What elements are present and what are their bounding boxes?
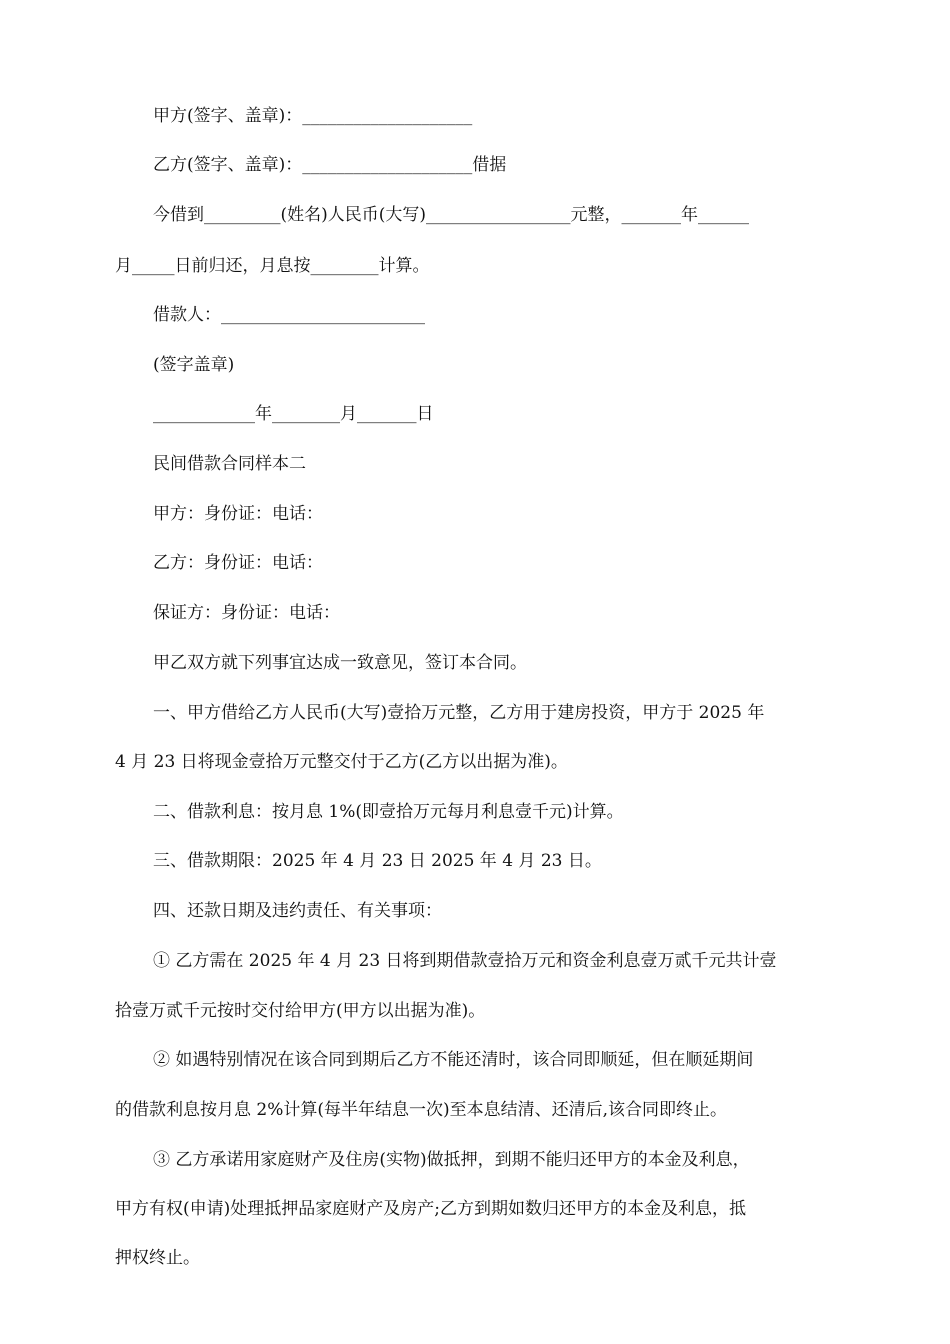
clause-4-item-2-line-2: 的借款利息按月息 2%计算(每半年结息一次)至本息结清、还清后,该合同即终止。 [115, 1100, 728, 1120]
date-line: ____________年________月_______日 [153, 404, 434, 424]
clause-4-item-3-line-3: 押权终止。 [115, 1248, 200, 1268]
clause-4-item-3-line-2: 甲方有权(申请)处理抵押品家庭财产及房产;乙方到期如数归还甲方的本金及利息，抵 [115, 1199, 746, 1219]
clause-1-line-1: 一、甲方借给乙方人民币(大写)壹拾万元整，乙方用于建房投资，甲方于 2025 年 [153, 703, 765, 723]
party-a-info: 甲方：身份证：电话： [153, 504, 323, 524]
loan-note-line-2: 月_____日前归还，月息按________计算。 [115, 256, 430, 276]
clause-4-item-1-line-1: ① 乙方需在 2025 年 4 月 23 日将到期借款壹拾万元和资金利息壹万贰千元共计壹 [153, 951, 777, 971]
party-a-signature-line: 甲方(签字、盖章)：____________________ [153, 106, 473, 126]
clause-1-line-2: 4 月 23 日将现金壹拾万元整交付于乙方(乙方以出据为准)。 [115, 752, 568, 772]
guarantor-info: 保证方：身份证：电话： [153, 603, 340, 623]
party-b-info: 乙方：身份证：电话： [153, 553, 323, 573]
clause-4-item-1-line-2: 拾壹万贰千元按时交付给甲方(甲方以出据为准)。 [115, 1001, 486, 1021]
clause-4-heading: 四、还款日期及违约责任、有关事项： [153, 901, 442, 921]
loan-note-line-1: 今借到_________(姓名)人民币(大写)_________________元整，_______年______ [153, 205, 750, 225]
clause-2: 二、借款利息：按月息 1%(即壹拾万元每月利息壹千元)计算。 [153, 802, 624, 822]
clause-3: 三、借款期限：2025 年 4 月 23 日 2025 年 4 月 23 日。 [153, 851, 602, 871]
clause-4-item-2-line-1: ② 如遇特别情况在该合同到期后乙方不能还清时，该合同即顺延，但在顺延期间 [153, 1050, 754, 1070]
sign-seal-note: (签字盖章) [153, 355, 235, 375]
agreement-intro: 甲乙双方就下列事宜达成一致意见，签订本合同。 [153, 653, 527, 673]
borrower-line: 借款人：________________________ [153, 305, 425, 325]
party-b-signature-line: 乙方(签字、盖章)：____________________借据 [153, 155, 507, 175]
section-title: 民间借款合同样本二 [153, 454, 306, 474]
clause-4-item-3-line-1: ③ 乙方承诺用家庭财产及住房(实物)做抵押，到期不能归还甲方的本金及利息， [153, 1150, 750, 1170]
